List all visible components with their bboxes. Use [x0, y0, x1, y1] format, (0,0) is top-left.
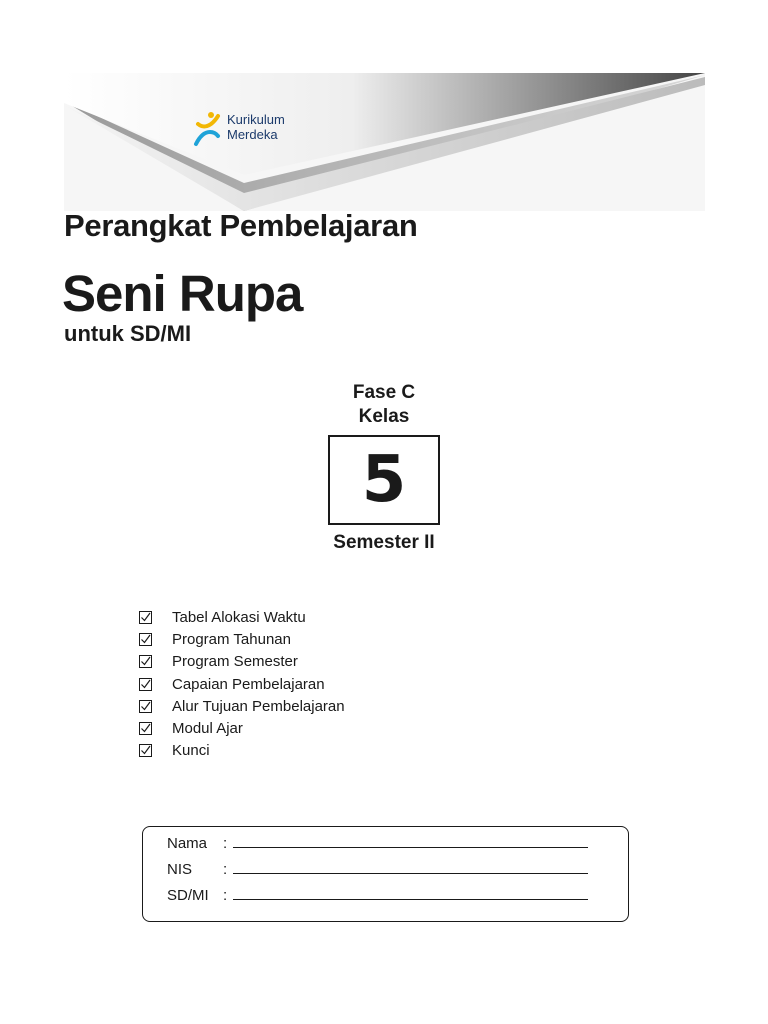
brand-line-2: Merdeka: [227, 127, 278, 142]
checkbox-checked-icon: [139, 678, 152, 691]
checklist-item: [139, 717, 345, 739]
brand-line-1: Kurikulum: [227, 112, 285, 127]
checklist-item-label: Program Semester: [172, 653, 298, 671]
checkbox-checked-icon: [139, 611, 152, 624]
brand-name: [227, 112, 285, 142]
header-banner: [64, 73, 705, 211]
logo-yellow-dot: [208, 112, 214, 118]
logo-blue-mark: [196, 132, 218, 144]
checklist-item: [139, 673, 345, 695]
nis-field-row[interactable]: [167, 861, 588, 878]
name-field-row[interactable]: [167, 835, 588, 852]
checklist-item-label: Program Tahunan: [172, 630, 291, 648]
checkbox-checked-icon: [139, 744, 152, 757]
logo-yellow-mark: [198, 116, 218, 127]
school-label: SD/MI: [167, 887, 209, 904]
grade-number: 5: [361, 443, 407, 517]
checklist-item: [139, 695, 345, 717]
grade-label: Kelas: [358, 406, 410, 427]
checklist-item-label: Alur Tujuan Pembelajaran: [172, 697, 345, 715]
checklist-item: [139, 606, 345, 628]
school-colon: :: [223, 887, 228, 904]
checkbox-checked-icon: [139, 722, 152, 735]
contents-checklist: [139, 606, 345, 762]
student-identity-box: [142, 826, 629, 922]
school-level: untuk SD/MI: [64, 321, 192, 346]
checklist-item-label: Modul Ajar: [172, 720, 243, 738]
checkbox-checked-icon: [139, 633, 152, 646]
cover-subtitle: Perangkat Pembelajaran: [64, 208, 418, 243]
phase-label: Fase C: [352, 382, 416, 403]
checklist-item-label: Capaian Pembelajaran: [172, 675, 325, 693]
cover-title: Seni Rupa: [62, 265, 303, 322]
checklist-item: [139, 740, 345, 762]
name-fill-line[interactable]: [233, 846, 588, 848]
semester-label: Semester II: [333, 532, 435, 553]
checklist-item: [139, 651, 345, 673]
nis-fill-line[interactable]: [233, 872, 588, 874]
checklist-item-label: Kunci: [172, 742, 210, 760]
school-fill-line[interactable]: [233, 898, 588, 900]
nis-colon: :: [223, 861, 228, 878]
school-field-row[interactable]: [167, 887, 588, 904]
name-label: Nama: [167, 835, 208, 852]
name-colon: :: [223, 835, 228, 852]
checkbox-checked-icon: [139, 700, 152, 713]
grade-number-box: [328, 435, 440, 525]
checklist-item-label: Tabel Alokasi Waktu: [172, 608, 306, 626]
checklist-item: [139, 628, 345, 650]
checkbox-checked-icon: [139, 655, 152, 668]
nis-label: NIS: [167, 861, 193, 878]
